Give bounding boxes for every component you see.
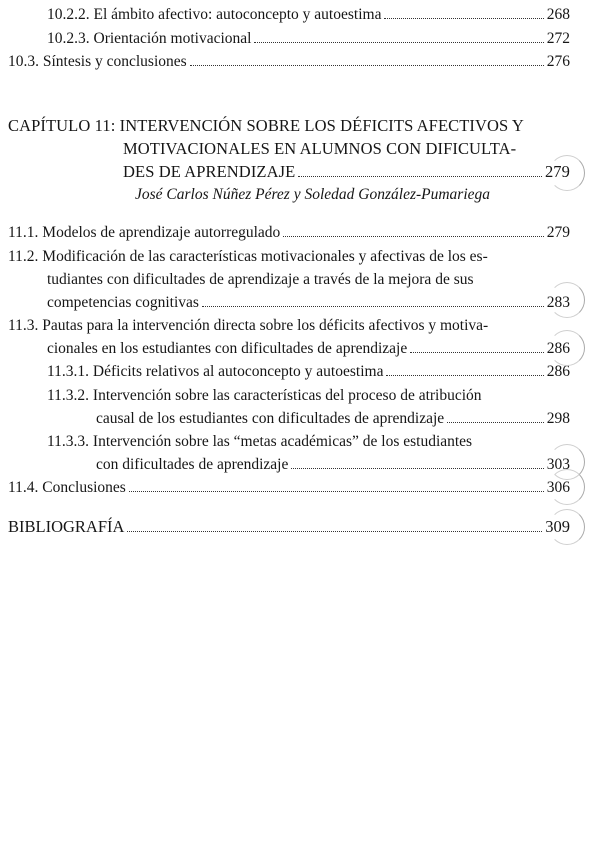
toc-entry-11-3-3-line1: 11.3.3. Intervención sobre las “metas académicas” de los estudiantes xyxy=(47,433,473,450)
dot-leader xyxy=(447,422,544,423)
toc-entry-11-4 xyxy=(8,478,570,497)
toc-entry-11-3-line1: 11.3. Pautas para la intervención directa sobre los déficits afectivos y motiva- xyxy=(8,317,489,334)
toc-entry-11-2-line3 xyxy=(47,293,570,312)
toc-page-number: 283 xyxy=(546,294,570,311)
toc-entry-11-3-line2 xyxy=(47,339,570,358)
toc-page-number: 268 xyxy=(546,6,570,23)
toc-entry-10-3 xyxy=(8,52,570,71)
toc-label: 11.4. Conclusiones xyxy=(8,479,126,496)
toc-label: 11.1. Modelos de aprendizaje autorregulado xyxy=(8,224,281,241)
toc-label: 10.3. Síntesis y conclusiones xyxy=(8,53,187,70)
toc-page-number: 286 xyxy=(546,363,570,380)
dot-leader xyxy=(410,352,544,353)
toc-page-number: 279 xyxy=(546,224,570,241)
toc-page-number: 272 xyxy=(546,30,570,47)
chapter-11-authors: José Carlos Núñez Pérez y Soledad González-Pumariega xyxy=(135,186,491,203)
toc-page-number: 286 xyxy=(546,340,570,357)
toc-label: BIBLIOGRAFÍA xyxy=(8,517,125,536)
toc-page-number: 303 xyxy=(546,456,570,473)
dot-leader xyxy=(254,42,543,43)
toc-page-number: 276 xyxy=(546,53,570,70)
toc-entry-11-3-3-line2 xyxy=(96,455,570,474)
dot-leader xyxy=(298,176,542,177)
toc-label: con dificultades de aprendizaje xyxy=(96,456,289,473)
toc-label: 10.2.3. Orientación motivacional xyxy=(47,30,252,47)
pencil-circle-mark xyxy=(546,282,585,318)
dot-leader xyxy=(202,306,544,307)
pencil-circle-mark xyxy=(549,509,585,545)
pencil-circle-mark xyxy=(546,330,585,366)
dot-leader xyxy=(127,531,542,532)
pencil-circle-mark xyxy=(546,469,585,505)
toc-entry-10-2-3 xyxy=(47,29,570,48)
chapter-11-title-line2: MOTIVACIONALES EN ALUMNOS CON DIFICULTA- xyxy=(123,139,517,158)
pencil-circle-mark xyxy=(549,155,585,191)
toc-entry-10-2-2 xyxy=(47,5,570,24)
toc-label: 11.3.1. Déficits relativos al autoconcepto y autoestima xyxy=(47,363,384,380)
dot-leader xyxy=(190,65,544,66)
chapter-11-title-line3 xyxy=(123,162,570,181)
toc-page-number: 309 xyxy=(545,517,570,536)
toc-entry-11-3-2-line2 xyxy=(96,409,570,428)
toc-label: 10.2.2. El ámbito afectivo: autoconcepto y autoestima xyxy=(47,6,382,23)
toc-entry-11-2-line2: tudiantes con dificultades de aprendizaje a través de la mejora de sus xyxy=(47,271,474,288)
toc-label: cionales en los estudiantes con dificultades de aprendizaje xyxy=(47,340,408,357)
toc-page-number: 306 xyxy=(546,479,570,496)
toc-label: competencias cognitivas xyxy=(47,294,199,311)
dot-leader xyxy=(283,236,543,237)
chapter-11-title-line1: CAPÍTULO 11: INTERVENCIÓN SOBRE LOS DÉFICITS AFECTIVOS Y xyxy=(8,116,524,135)
toc-label: causal de los estudiantes con dificultades de aprendizaje xyxy=(96,410,445,427)
toc-label: DES DE APRENDIZAJE xyxy=(123,162,296,181)
toc-entry-11-2-line1: 11.2. Modificación de las características motivacionales y afectivas de los es- xyxy=(8,248,488,265)
dot-leader xyxy=(384,18,543,19)
toc-entry-11-1 xyxy=(8,223,570,242)
dot-leader xyxy=(291,468,543,469)
toc-entry-11-3-1 xyxy=(47,362,570,381)
dot-leader xyxy=(129,491,544,492)
toc-entry-11-3-2-line1: 11.3.2. Intervención sobre las características del proceso de atribución xyxy=(47,387,482,404)
toc-page-number: 279 xyxy=(544,162,570,181)
toc-page-number: 298 xyxy=(546,410,570,427)
dot-leader xyxy=(386,375,543,376)
toc-entry-bibliography xyxy=(8,517,570,536)
